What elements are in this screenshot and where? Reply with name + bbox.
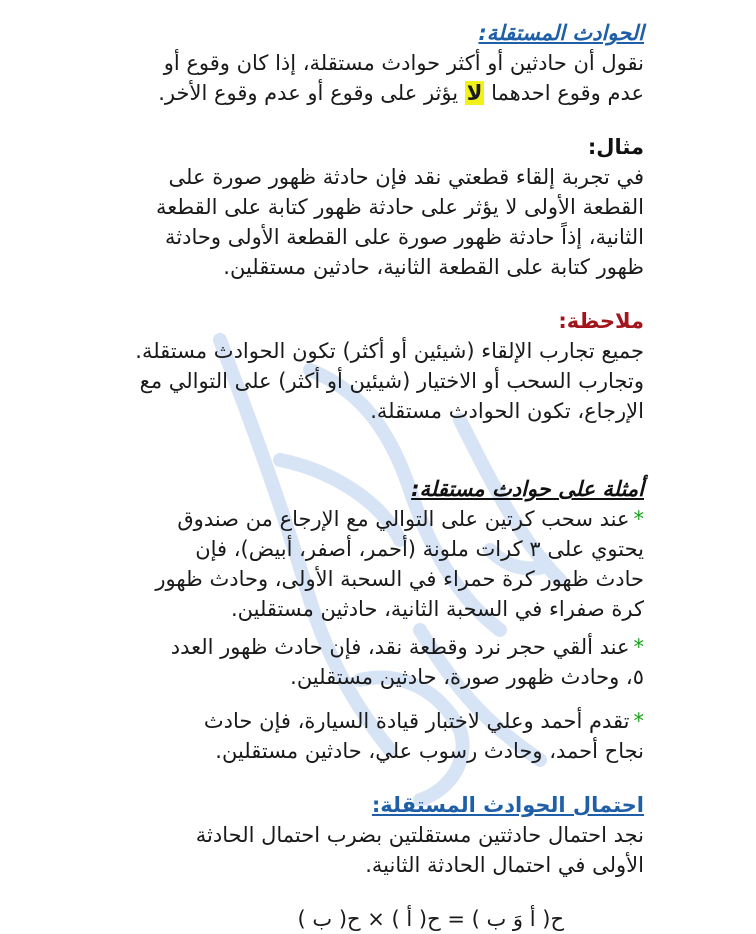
bullet-star-icon: * — [633, 635, 644, 659]
spacer — [74, 692, 644, 706]
list-item-3-line-1: *تقدم أحمد وعلي لاختبار قيادة السيارة، فإن حادث — [203, 709, 644, 733]
example-line-3: الثانية، إذاً حادثة ظهور صورة على القطعة الأولى وحادثة — [165, 225, 644, 249]
note-title: ملاحظة: — [558, 309, 644, 333]
list-item-2-line-1: *عند ألقي حجر نرد وقطعة نقد، فإن حادث ظهور العدد — [170, 635, 644, 659]
probability-line-2: الأولى في احتمال الحادثة الثانية. — [365, 853, 644, 877]
highlighted-word: لا — [466, 81, 483, 105]
list-item-3-line-2: نجاح أحمد، وحادث رسوب علي، حادثين مستقلين. — [215, 739, 644, 763]
list-item-2-line-2: ٥، وحادث ظهور صورة، حادثين مستقلين. — [290, 665, 644, 689]
list-item-1-line-2: يحتوي على ٣ كرات ملونة (أحمر، أصفر، أبيض)، فإن — [195, 537, 644, 561]
example-line-4: ظهور كتابة على القطعة الثانية، حادثين مستقلين. — [223, 255, 644, 279]
bullet-star-icon: * — [633, 709, 644, 733]
examples-list-title: أمثلة على حوادث مستقلة: — [411, 477, 644, 501]
probability-line-1: نجد احتمال حادثتين مستقلتين بضرب احتمال الحادثة — [195, 823, 644, 847]
list-item-1-line-3: حادث ظهور كرة حمراء في السحبة الأولى، وحادث ظهور — [155, 567, 644, 591]
bullet-star-icon: * — [633, 507, 644, 531]
example-title: مثال: — [587, 135, 644, 159]
note-line-1: جميع تجارب الإلقاء (شيئين أو أكثر) تكون الحوادث مستقلة. — [135, 339, 644, 363]
spacer — [74, 624, 644, 632]
independent-events-title: الحوادث المستقلة: — [478, 21, 644, 45]
spacer — [74, 426, 644, 474]
example-line-1: في تجربة إلقاء قطعتي نقد فإن حادثة ظهور صورة على — [168, 165, 644, 189]
definition-line-2-start: عدم وقوع احدهما — [484, 81, 644, 105]
note-line-2: وتجارب السحب أو الاختيار (شيئين أو أكثر) على التوالي مع — [139, 369, 644, 393]
probability-title: احتمال الحوادث المستقلة: — [371, 793, 644, 817]
definition-line-2-end: يؤثر على وقوع أو عدم وقوع الأخر. — [158, 81, 465, 105]
spacer — [74, 108, 644, 132]
probability-formula: ح( أ وَ ب ) = ح( أ ) × ح( ب ) — [297, 907, 564, 931]
definition-line-2 — [74, 78, 644, 108]
example-line-2: القطعة الأولى لا يؤثر على حادثة ظهور كتابة على القطعة — [155, 195, 644, 219]
note-line-3: الإرجاع، تكون الحوادث مستقلة. — [370, 399, 644, 423]
definition-line-1: نقول أن حادثين أو أكثر حوادث مستقلة، إذا كان وقوع أو — [163, 51, 644, 75]
spacer — [74, 880, 644, 904]
content-column — [74, 18, 644, 934]
list-item-1-line-4: كرة صفراء في السحبة الثانية، حادثين مستقلين. — [230, 597, 644, 621]
list-item-1-line-1: *عند سحب كرتين على التوالي مع الإرجاع من صندوق — [177, 507, 644, 531]
spacer — [74, 766, 644, 790]
spacer — [74, 282, 644, 306]
